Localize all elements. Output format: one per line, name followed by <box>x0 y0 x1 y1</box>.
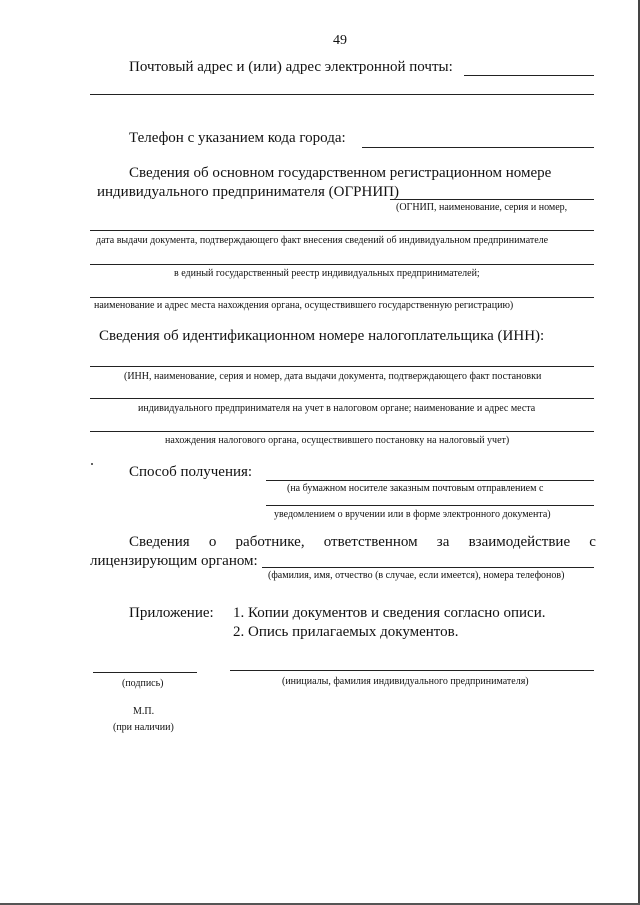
employee-word: о <box>208 534 217 550</box>
signature-field[interactable] <box>93 672 197 673</box>
ogrnip-hint-4: наименование и адрес места нахождения органа, осуществившего государственную регистрацию) <box>94 300 514 311</box>
stamp-hint: (при наличии) <box>113 722 174 733</box>
ogrnip-field-line4[interactable] <box>90 297 594 298</box>
entrepreneur-name-hint: (инициалы, фамилия индивидуального предпринимателя) <box>282 676 529 687</box>
ogrnip-hint-3: в единый государственный реестр индивидуальных предпринимателей; <box>174 268 480 279</box>
ogrnip-field-line2[interactable] <box>90 230 594 231</box>
employee-heading-line1 <box>129 534 596 551</box>
inn-heading: Сведения об идентификационном номере налогоплательщика (ИНН): <box>99 328 545 344</box>
postal-address-field-continued[interactable] <box>90 94 594 95</box>
attachment-item-1: 1. Копии документов и сведения согласно описи. <box>233 605 546 621</box>
ogrnip-hint-1: (ОГНИП, наименование, серия и номер, <box>396 202 568 213</box>
phone-label: Телефон с указанием кода города: <box>129 130 346 146</box>
scan-speck <box>91 463 93 465</box>
postal-address-label: Почтовый адрес и (или) адрес электронной почты: <box>129 59 453 75</box>
entrepreneur-name-field[interactable] <box>230 670 594 671</box>
ogrnip-heading-line2: индивидуального предпринимателя (ОГРНИП) <box>97 184 399 200</box>
inn-hint-2: индивидуального предпринимателя на учет в налоговом органе; наименование и адрес места <box>138 403 536 414</box>
inn-hint-3: нахождения налогового органа, осуществившего постановку на налоговый учет) <box>165 435 510 446</box>
employee-field[interactable] <box>262 567 594 568</box>
ogrnip-field-line3[interactable] <box>90 264 594 265</box>
receipt-method-label: Способ получения: <box>129 464 253 480</box>
page-number: 49 <box>333 33 347 48</box>
ogrnip-hint-2: дата выдачи документа, подтверждающего факт внесения сведений об индивидуальном предпринимателе <box>96 235 549 246</box>
phone-field[interactable] <box>362 147 594 148</box>
employee-word: за <box>436 534 450 550</box>
employee-word: Сведения <box>129 534 190 550</box>
inn-field-line3[interactable] <box>90 431 594 432</box>
employee-heading-line2: лицензирующим органом: <box>90 553 258 569</box>
receipt-method-hint-1: (на бумажном носителе заказным почтовым отправлением с <box>287 483 544 494</box>
employee-word: с <box>589 534 596 550</box>
inn-field-line1[interactable] <box>90 366 594 367</box>
employee-word: работнике, <box>235 534 305 550</box>
employee-word: ответственном <box>323 534 418 550</box>
attachment-label: Приложение: <box>129 605 214 621</box>
inn-field-line2[interactable] <box>90 398 594 399</box>
attachment-item-2: 2. Опись прилагаемых документов. <box>233 624 459 640</box>
employee-word: взаимодействие <box>468 534 571 550</box>
receipt-method-hint-2: уведомлением о вручении или в форме электронного документа) <box>274 509 551 520</box>
ogrnip-field[interactable] <box>390 199 594 200</box>
employee-hint: (фамилия, имя, отчество (в случае, если имеется), номера телефонов) <box>268 570 565 581</box>
inn-hint-1: (ИНН, наименование, серия и номер, дата выдачи документа, подтверждающего факт постановки <box>124 371 542 382</box>
signature-hint: (подпись) <box>122 678 164 689</box>
stamp-label: М.П. <box>133 706 155 717</box>
receipt-method-field[interactable] <box>266 480 594 481</box>
receipt-method-field-line2[interactable] <box>266 505 594 506</box>
postal-address-field[interactable] <box>464 75 594 76</box>
ogrnip-heading-line1: Сведения об основном государственном регистрационном номере <box>129 165 552 181</box>
